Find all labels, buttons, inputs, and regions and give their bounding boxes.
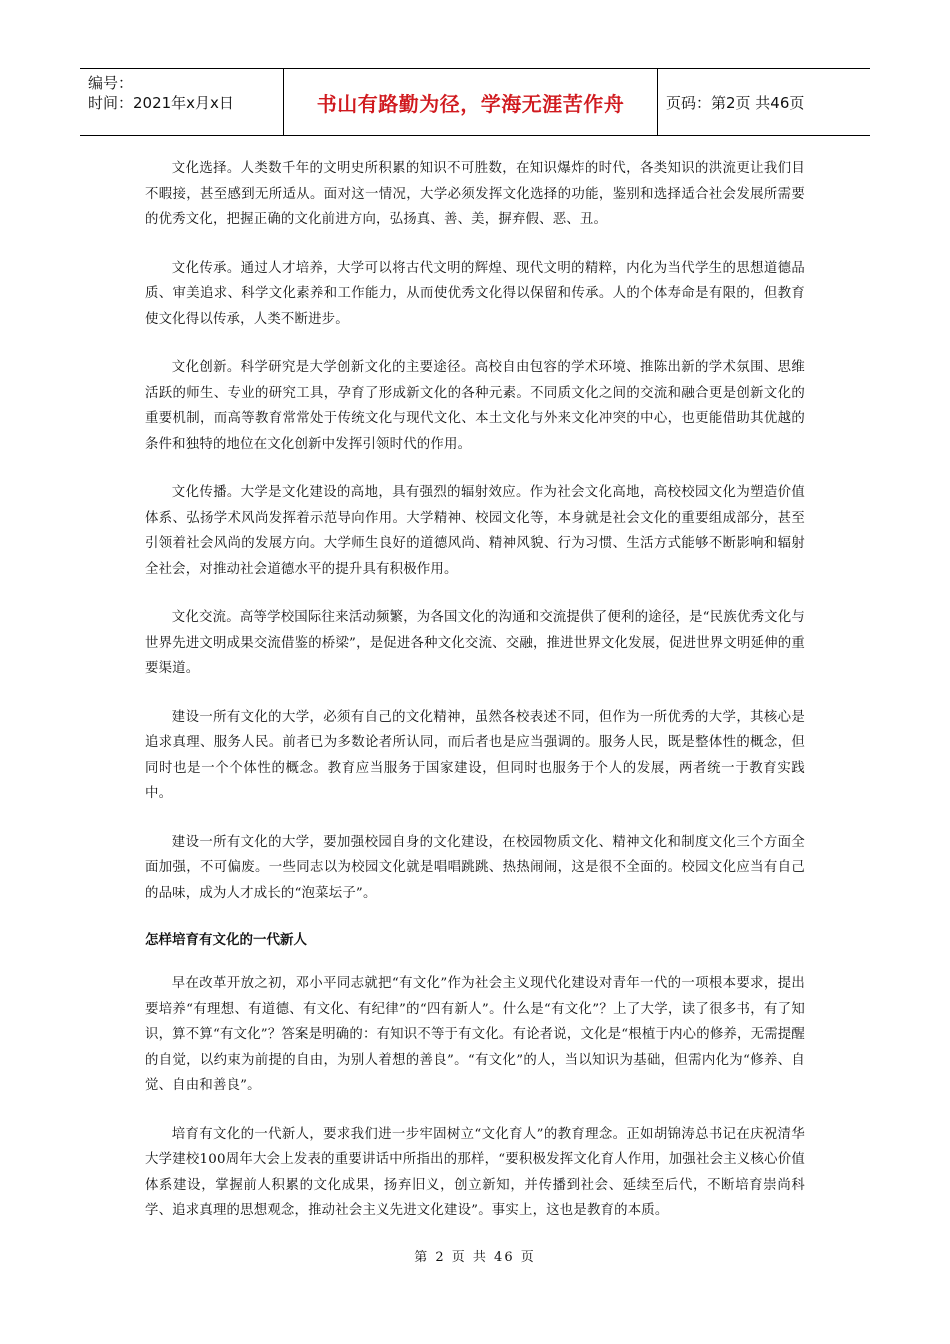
date-line: 时间：2021年x月x日	[88, 94, 234, 112]
paragraph-cultural-exchange: 文化交流。高等学校国际往来活动频繁，为各国文化的沟通和交流提供了便利的途径，是“民族优秀文化与世界先进文明成果交流借鉴的桥梁”，是促进各种文化交流、交融，推进世界文化发展，促进世界文明延伸的重要渠道。	[145, 610, 805, 676]
paragraph-culture-education: 培育有文化的一代新人，要求我们进一步牢固树立“文化育人”的教育理念。正如胡锦涛总书记在庆祝清华大学建校100周年大会上发表的重要讲话中所指出的那样，“要积极发挥文化育人作用，加强社会主义核心价值体系建设，掌握前人积累的文化成果，扬弃旧义，创立新知，并传播到社会、延续至后代，不断培育崇尚科学、追求真理的思想观念，推动社会主义先进文化建设”。事实上，这也是教育的本质。	[145, 1126, 805, 1218]
motto-text: 书山有路勤为径，学海无涯苦作舟	[316, 91, 625, 116]
paragraph-university-spirit: 建设一所有文化的大学，必须有自己的文化精神，虽然各校表述不同，但作为一所优秀的大学，其核心是追求真理、服务人民。前者已为多数论者所认同，而后者也是应当强调的。服务人民，既是整体性的概念，但同时也是一个个体性的概念。教育应当服务于国家建设，但同时也服务于个人的发展，两者统一于教育实践中。	[145, 709, 805, 801]
footer-page-number: 第 2 页 共 46 页	[414, 1250, 536, 1265]
document-body	[145, 156, 805, 1247]
section-heading: 怎样培育有文化的一代新人	[145, 932, 307, 948]
doc-number-label: 编号：	[88, 74, 134, 92]
page-footer	[0, 1246, 950, 1265]
paragraph-four-haves: 早在改革开放之初，邓小平同志就把“有文化”作为社会主义现代化建设对青年一代的一项根本要求，提出要培养“有理想、有道德、有文化、有纪律”的“四有新人”。什么是“有文化”？上了大学，读了很多书，有了知识，算不算“有文化”？答案是明确的：有知识不等于有文化。有论者说，文化是“根植于内心的修养，无需提醒的自觉，以约束为前提的自由，为别人着想的善良”。“有文化”的人，当以知识为基础，但需内化为“修养、自觉、自由和善良”。	[145, 976, 805, 1093]
paragraph-campus-culture: 建设一所有文化的大学，要加强校园自身的文化建设，在校园物质文化、精神文化和制度文化三个方面全面加强，不可偏废。一些同志以为校园文化就是唱唱跳跳、热热闹闹，这是很不全面的。校园文化应当有自己的品味，成为人才成长的“泡菜坛子”。	[145, 834, 805, 901]
paragraph-cultural-selection: 文化选择。人类数千年的文明史所积累的知识不可胜数，在知识爆炸的时代，各类知识的洪流更让我们目不暇接，甚至感到无所适从。面对这一情况，大学必须发挥文化选择的功能，鉴别和选择适合社会发展所需要的优秀文化，把握正确的文化前进方向，弘扬真、善、美，摒弃假、恶、丑。	[145, 161, 805, 227]
paragraph-cultural-inheritance: 文化传承。通过人才培养，大学可以将古代文明的辉煌、现代文明的精粹，内化为当代学生的思想道德品质、审美追求、科学文化素养和工作能力，从而使优秀文化得以保留和传承。人的个体寿命是有限的，但教育使文化得以传承，人类不断进步。	[145, 260, 805, 327]
paragraph-cultural-dissemination: 文化传播。大学是文化建设的高地，具有强烈的辐射效应。作为社会文化高地，高校校园文化为塑造价值体系、弘扬学术风尚发挥着示范导向作用。大学精神、校园文化等，本身就是社会文化的重要组成部分，甚至引领着社会风尚的发展方向。大学师生良好的道德风尚、精神风貌、行为习惯、生活方式能够不断影响和辐射全社会，对推动社会道德水平的提升具有积极作用。	[145, 485, 805, 577]
header-page-cell	[658, 69, 870, 135]
page-info: 页码：第2页 共46页	[666, 93, 805, 112]
paragraph-cultural-innovation: 文化创新。科学研究是大学创新文化的主要途径。高校自由包容的学术环境、推陈出新的学术氛围、思维活跃的师生、专业的研究工具，孕育了形成新文化的各种元素。不同质文化之间的交流和融合更是创新文化的重要机制，而高等教育常常处于传统文化与现代文化、本土文化与外来文化冲突的中心，也更能借助其优越的条件和独特的地位在文化创新中发挥引领时代的作用。	[145, 360, 805, 452]
header-info-cell	[80, 69, 284, 135]
header-motto-cell	[284, 69, 658, 135]
page-header	[80, 68, 870, 136]
